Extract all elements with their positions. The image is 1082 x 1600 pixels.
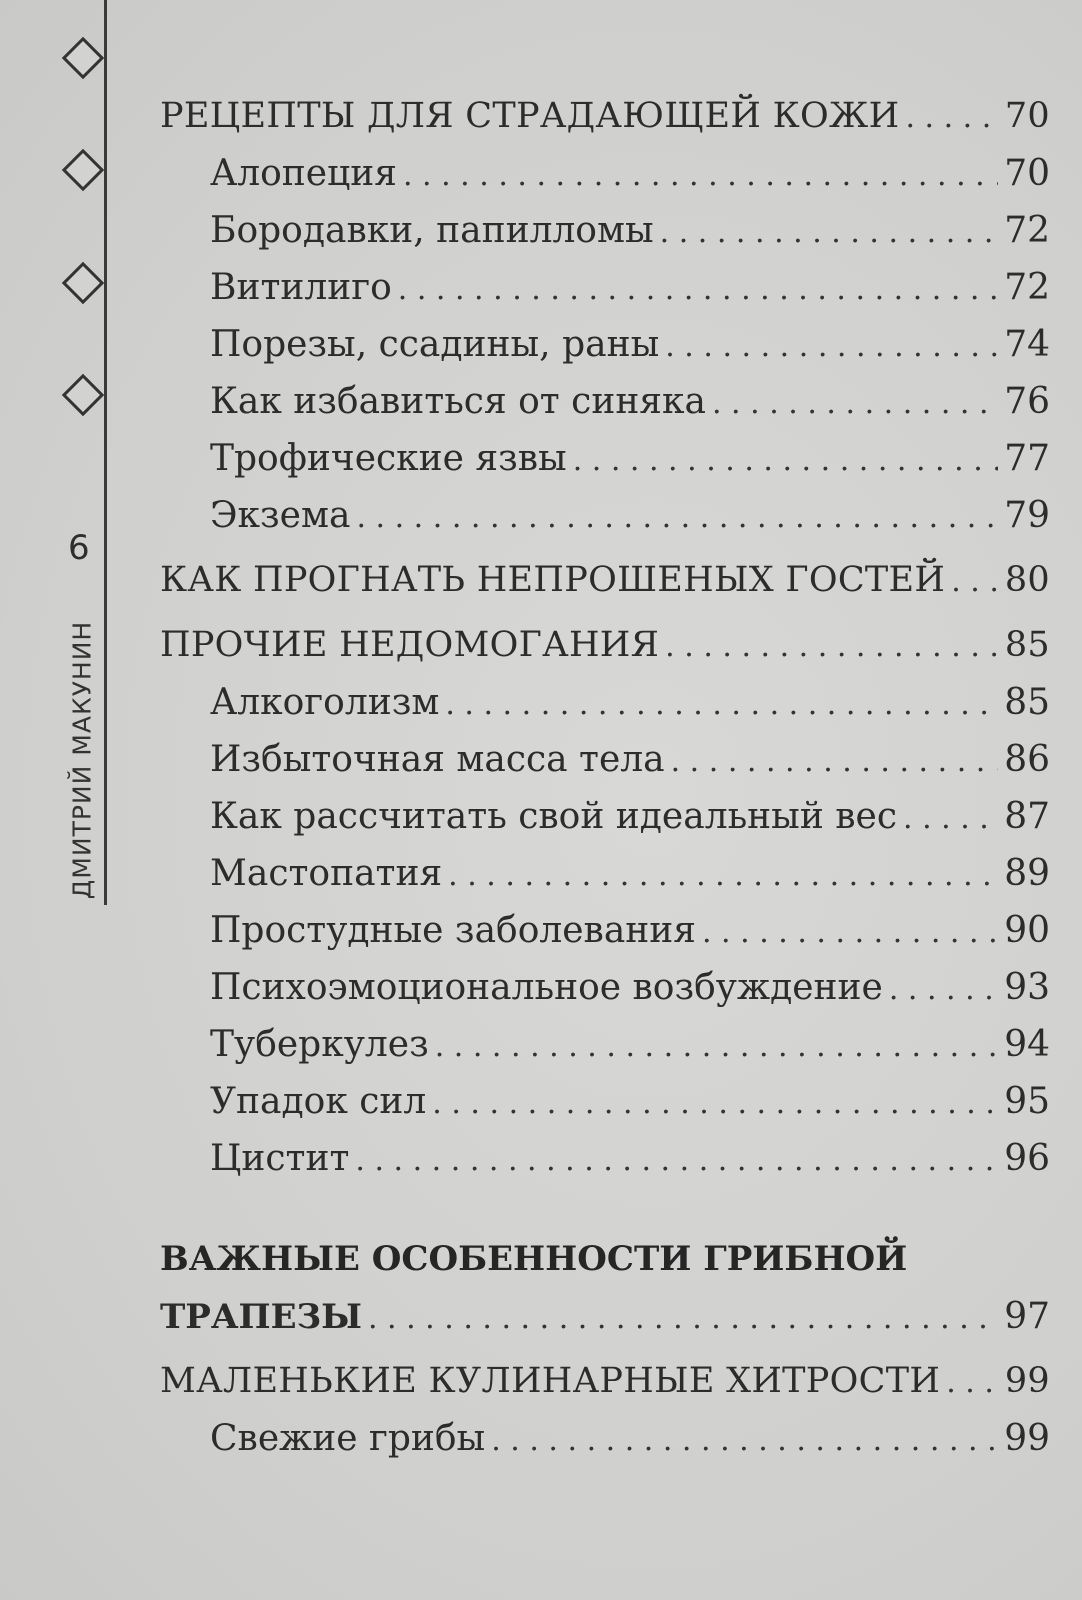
dot-leader: [403, 147, 998, 204]
dot-leader: [951, 553, 999, 610]
toc-entry: [160, 1016, 1050, 1073]
toc-page-number: 96: [1004, 1138, 1050, 1179]
toc-chapter-title-line2: ТРАПЕЗЫ: [160, 1297, 362, 1337]
dot-leader: [671, 733, 999, 790]
toc-page-number: 79: [1004, 495, 1050, 536]
dot-leader: [712, 375, 998, 432]
toc-entry-title: Витилиго: [210, 267, 392, 308]
toc-entry-title: Как рассчитать свой идеальный вес: [210, 796, 897, 837]
toc-entry-title: Экзема: [210, 495, 351, 536]
toc-page-number: 94: [1004, 1024, 1050, 1065]
dot-leader: [903, 790, 998, 847]
dot-leader: [946, 1354, 999, 1411]
toc-entry-title: Алопеция: [210, 153, 397, 194]
dot-leader: [398, 261, 998, 318]
toc-page-number: 93: [1004, 967, 1050, 1008]
dot-leader: [573, 432, 999, 489]
toc-page-number: 85: [1004, 682, 1050, 723]
toc-entry: [160, 316, 1050, 373]
toc-entry-title: Цистит: [210, 1138, 350, 1179]
toc-entry: [160, 259, 1050, 316]
toc-section: [160, 88, 1050, 145]
toc-chapter-title-line1: ВАЖНЫЕ ОСОБЕННОСТИ ГРИБНОЙ: [160, 1239, 908, 1279]
toc-entry-title: Упадок сил: [210, 1081, 427, 1122]
toc-section-title: КАК ПРОГНАТЬ НЕПРОШЕНЫХ ГОСТЕЙ: [160, 560, 946, 600]
toc-page-number: 70: [1004, 96, 1050, 136]
dot-leader: [445, 676, 998, 733]
toc-entry-title: Психоэмоциональное возбуждение: [210, 967, 883, 1008]
toc-page-number: 77: [1004, 438, 1050, 479]
page-number: 6: [68, 528, 90, 568]
toc-page-number: 90: [1004, 910, 1050, 951]
running-head-author: ДМИТРИЙ МАКУНИН: [67, 620, 97, 900]
toc-entry-title: Свежие грибы: [210, 1418, 486, 1459]
toc-entry-title: Избыточная масса тела: [210, 739, 665, 780]
dot-leader: [702, 904, 998, 961]
toc-page-number: 89: [1004, 853, 1050, 894]
toc-page-number: 95: [1004, 1081, 1050, 1122]
toc-entry-title: Бородавки, папилломы: [210, 210, 654, 251]
dot-leader: [660, 204, 999, 261]
dot-leader: [435, 1018, 998, 1075]
toc-page-number: 85: [1004, 625, 1050, 665]
toc-chapter: [160, 1288, 1050, 1345]
toc-entry-title: Мастопатия: [210, 853, 443, 894]
toc-page-number: 86: [1004, 739, 1050, 780]
toc-section-title: ПРОЧИЕ НЕДОМОГАНИЯ: [160, 625, 660, 665]
toc-entry: [160, 845, 1050, 902]
toc-entry: [160, 788, 1050, 845]
dot-leader: [905, 89, 998, 146]
diamond-ornament-icon: [62, 37, 104, 79]
toc-entry: [160, 145, 1050, 202]
dot-leader: [432, 1075, 998, 1132]
dot-leader: [448, 847, 998, 904]
toc-entry-title: Простудные заболевания: [210, 910, 696, 951]
dot-leader: [356, 489, 998, 546]
diamond-ornament-icon: [62, 262, 104, 304]
toc-entry: [160, 487, 1050, 544]
margin-rule: [104, 0, 107, 905]
toc-entry: [160, 902, 1050, 959]
toc-section: [160, 552, 1050, 609]
toc-section-title: МАЛЕНЬКИЕ КУЛИНАРНЫЕ ХИТРОСТИ: [160, 1361, 941, 1401]
toc-section: [160, 617, 1050, 674]
toc-entry-title: Туберкулез: [210, 1024, 429, 1065]
toc-page-number: 97: [1004, 1296, 1050, 1337]
toc-entry-title: Трофические язвы: [210, 438, 567, 479]
toc-page-number: 70: [1004, 153, 1050, 194]
dot-leader: [665, 618, 999, 675]
toc-entry-title: Алкоголизм: [210, 682, 440, 723]
toc-entry: [160, 1073, 1050, 1130]
dot-leader: [368, 1290, 998, 1347]
toc-entry-title: Порезы, ссадины, раны: [210, 324, 660, 365]
diamond-ornament-icon: [62, 149, 104, 191]
toc-page-number: 72: [1004, 210, 1050, 251]
toc-entry: [160, 731, 1050, 788]
dot-leader: [355, 1132, 998, 1189]
toc-page-number: 99: [1004, 1418, 1050, 1459]
toc-page-number: 74: [1004, 324, 1050, 365]
toc-entry: [160, 202, 1050, 259]
dot-leader: [665, 318, 998, 375]
toc-entry-title: Как избавиться от синяка: [210, 381, 706, 422]
toc-entry: [160, 373, 1050, 430]
toc-page-number: 72: [1004, 267, 1050, 308]
toc-page-number: 80: [1004, 560, 1050, 600]
toc-entry: [160, 1410, 1050, 1467]
toc-entry: [160, 959, 1050, 1016]
toc-entry: [160, 674, 1050, 731]
toc-section: [160, 1353, 1050, 1410]
dot-leader: [889, 961, 998, 1018]
toc-page-number: 99: [1004, 1361, 1050, 1401]
toc-page-number: 87: [1004, 796, 1050, 837]
toc-section-title: РЕЦЕПТЫ ДЛЯ СТРАДАЮЩЕЙ КОЖИ: [160, 96, 900, 136]
diamond-ornament-icon: [62, 374, 104, 416]
toc-entry: [160, 1130, 1050, 1187]
toc-entry: [160, 430, 1050, 487]
dot-leader: [491, 1412, 998, 1469]
table-of-contents: [160, 88, 1050, 1467]
toc-page-number: 76: [1004, 381, 1050, 422]
